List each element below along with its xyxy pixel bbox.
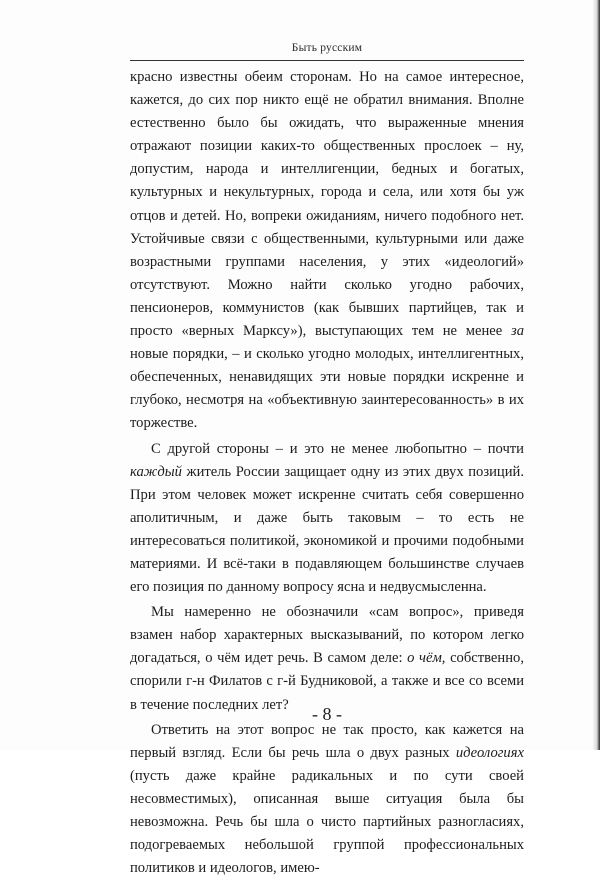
paragraph-2-text-end: житель России защищает одну из этих двух позиций. При этом человек может искренне считать себя совершенно аполитичным, и даже быть таковым – то есть не интересоваться политикой, экономикой и прочими подобными материями. И всё-таки в подавляющем большинстве случаев его позиция по данному вопросу ясна и недвусмысленна. <box>130 463 524 596</box>
paragraph-3-text-end: собственно, спорили г-н Филатов с г-й Будниковой, а также и все со всеми в течение последних лет? <box>130 650 524 713</box>
header-divider <box>130 60 524 61</box>
paragraph-3-emphasis: о чём, <box>407 650 446 667</box>
paragraph-3-text: Мы намеренно не обозначили «сам вопрос», приведя взамен набор характерных высказываний, по котором легко догадаться, о чём идет речь. В самом деле: <box>130 604 524 667</box>
paragraph-3 <box>130 601 524 716</box>
paragraph-1 <box>130 66 524 436</box>
paragraph-4-text: Ответить на этот вопрос не так просто, как кажется на первый взгляд. Если бы речь шла о двух разных <box>130 721 524 761</box>
body-text <box>130 66 524 880</box>
page-number: - 8 - <box>312 704 342 724</box>
scan-edge-shadow <box>592 0 600 750</box>
paragraph-2-emphasis: каждый <box>130 463 182 480</box>
paragraph-1-text: красно известны обеим сторонам. Но на самое интересное, кажется, до сих пор никто ещё не обратил внимания. Вполне естественно было бы ожидать, что выраженные мнения отражают позиции каких-то общественных прослоек – ну, допустим, народа и интеллигенции, бедных и богатых, культурных и некультурных, города и села, или хотя бы уж отцов и детей. Но, вопреки ожиданиям, ничего подобного нет. Устойчивые связи с общественными, культурными или даже возрастными группами населения, у этих «идеологий» отсутствуют. Можно найти сколько угодно рабочих, пенсионеров, коммунистов (как бывших партийцев, так и просто «верных Марксу»), выступающих тем не менее <box>130 69 524 340</box>
paragraph-4-emphasis: идеологиях <box>455 744 524 761</box>
paragraph-1-emphasis: за <box>511 323 524 340</box>
running-header-title: Быть русским <box>291 42 363 54</box>
paragraph-1-text-end: новые порядки, – и сколько угодно молодых, интеллигентных, обеспеченных, ненавидящих эти новые порядки искренне и глубоко, несмотря на «объективную заинтересованность» в их торжестве. <box>130 346 524 432</box>
paragraph-4-text-end: (пусть даже крайне радикальных и по сути своей несовместимых), описанная выше ситуация была бы невозможна. Речь бы шла о чисто партийных разногласиях, подогреваемых небольшой группой профессиональных политиков и идеологов, имею- <box>130 767 524 877</box>
paragraph-4 <box>130 719 524 880</box>
paragraph-2 <box>130 438 524 600</box>
paragraph-2-text: С другой стороны – и это не менее любопытно – почти <box>151 440 524 457</box>
